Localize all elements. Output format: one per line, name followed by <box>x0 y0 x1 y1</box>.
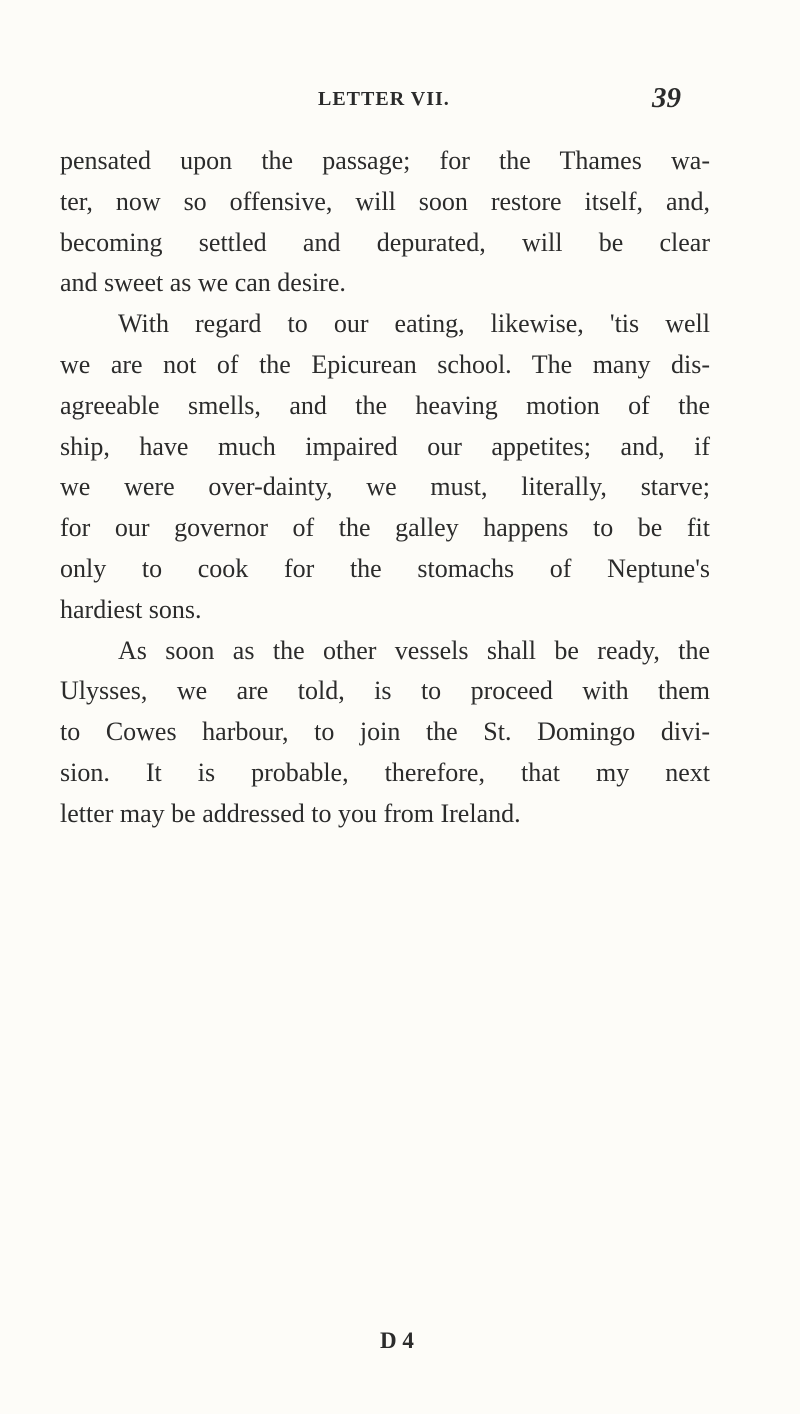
running-title: LETTER VII. <box>318 88 450 110</box>
text-line: pensated upon the passage; for the Thames wa- <box>60 146 710 175</box>
text-line: With regard to our eating, likewise, 'tis well <box>118 309 710 339</box>
text-line: ship, have much impaired our appetites; and, if <box>60 431 710 461</box>
text-line: only to cook for the stomachs of Neptune's <box>60 553 710 583</box>
text-line: letter may be addressed to you from Ireland. <box>60 798 521 828</box>
text-line: sion. It is probable, therefore, that my next <box>60 757 710 787</box>
text-line: hardiest sons. <box>60 594 202 624</box>
text-line: As soon as the other vessels shall be ready, the <box>118 635 710 665</box>
text-line: Ulysses, we are told, is to proceed with them <box>60 676 710 706</box>
text-line: and sweet as we can desire. <box>60 268 346 298</box>
text-line: becoming settled and depurated, will be clear <box>60 227 710 257</box>
text-line: agreeable smells, and the heaving motion of the <box>60 390 710 420</box>
text-line: we were over-dainty, we must, literally, starve; <box>60 472 710 502</box>
text-line: we are not of the Epicurean school. The many dis- <box>60 349 710 379</box>
running-head <box>0 82 800 122</box>
body-text <box>60 141 710 835</box>
text-line: for our governor of the galley happens to be fit <box>60 513 710 543</box>
signature-mark: D 4 <box>380 1328 414 1353</box>
page-number: 39 <box>652 82 681 114</box>
text-line: to Cowes harbour, to join the St. Domingo divi- <box>60 717 710 747</box>
text-line: ter, now so offensive, will soon restore itself, and, <box>60 186 710 216</box>
